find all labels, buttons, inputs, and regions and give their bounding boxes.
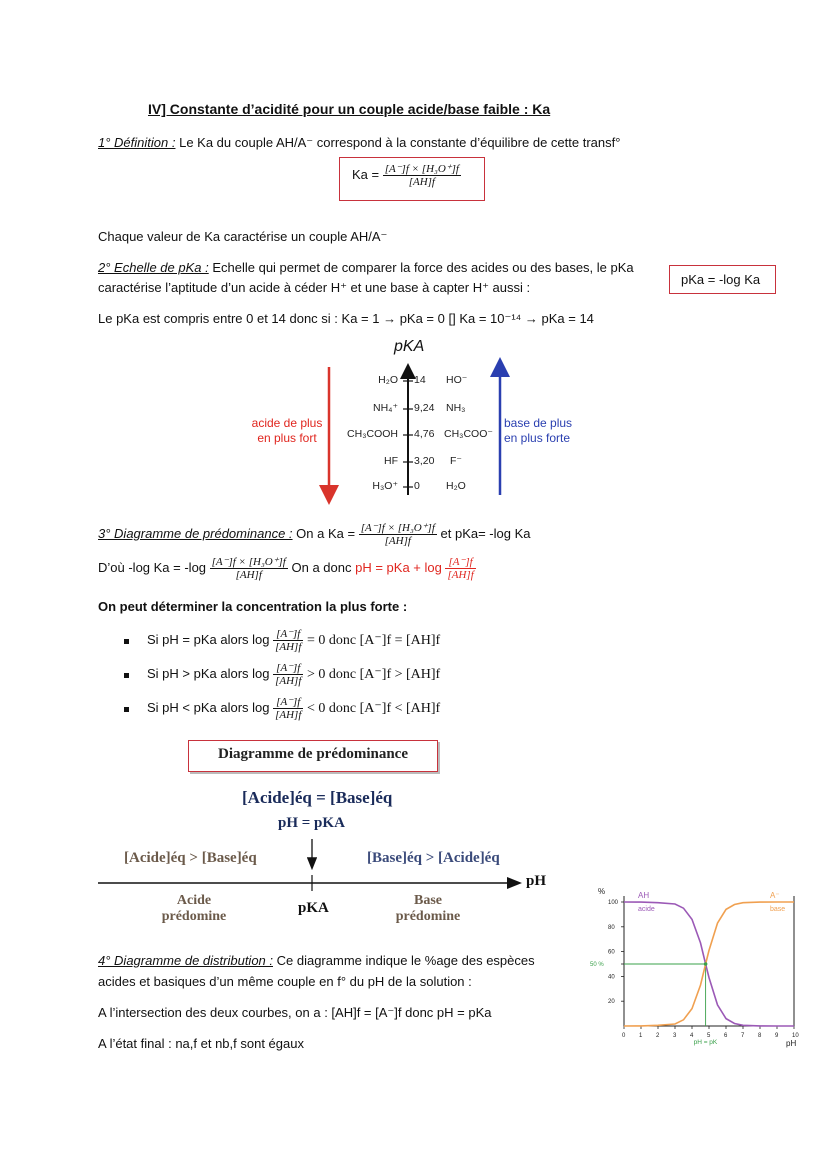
bullet-frac-den: [AH]f: [275, 675, 302, 687]
scale-heading: 2° Echelle de pKa :: [98, 260, 209, 275]
x-tick-label: 0: [622, 1033, 626, 1039]
predom-base-zone: [388, 893, 468, 925]
distribution-heading: 4° Diagramme de distribution :: [98, 953, 273, 968]
x-tick-label: 4: [690, 1033, 694, 1039]
pka-row-base: NH₃: [446, 402, 466, 414]
predom-eq-top: [Acide]éq = [Base]éq: [242, 788, 393, 807]
y-tick-label: 100: [608, 900, 619, 906]
predom-red-den: [AH]f: [447, 569, 474, 581]
pka-row-base: HO⁻: [446, 374, 468, 386]
predom-line1-b: et pKa= -log Ka: [440, 525, 531, 541]
pka-label: pH = pK: [693, 1039, 718, 1046]
predom-acid-zone-1: Acide: [176, 893, 212, 908]
predom-bullet: [147, 696, 440, 721]
intersection-point: [704, 962, 708, 966]
series-name-label: AH: [638, 891, 650, 900]
bullet-frac-num: [A⁻]f: [273, 628, 303, 641]
pka-row-base: H₂O: [446, 480, 466, 492]
definition-text: Le Ka du couple AH/A⁻ correspond à la constante d’équilibre de cette transf°: [179, 135, 621, 150]
distribution-chart: [588, 880, 803, 1050]
acid-strength-label-1: acide de plus: [251, 416, 323, 430]
predom-acid-zone: [154, 893, 234, 925]
predom-bullet: [147, 628, 440, 653]
predom-red-num: [A⁻]f: [445, 556, 475, 569]
predom-eq-ph: pH = pKA: [278, 815, 345, 831]
pka-row-base: CH₃COO⁻: [444, 428, 493, 440]
predom-acid-zone-2: prédomine: [161, 909, 227, 924]
predom-frac-den: [AH]f: [384, 535, 411, 547]
predom-line-2: [98, 556, 476, 581]
predom-base-zone-2: prédomine: [395, 909, 461, 924]
distribution-final: A l’état final : na,f et nb,f sont égaux: [98, 1036, 304, 1051]
definition-heading: 1° Définition :: [98, 135, 176, 150]
predom-line2-a: D’où -log Ka = -log: [98, 559, 207, 575]
pka-row-acid: H₂O: [378, 374, 398, 386]
bullet-post: = 0 donc [A⁻]f = [AH]f: [307, 632, 441, 648]
predom-line2-frac-num: [A⁻]f × [H₃O⁺]f: [211, 556, 286, 568]
pka-row-value: 9,24: [414, 402, 435, 414]
x-axis-label: pH: [786, 1039, 797, 1048]
distribution-text-1: Ce diagramme indique le %age des espèces: [276, 953, 535, 968]
definition-line: [98, 135, 620, 151]
base-strength-label-2: en plus forte: [504, 431, 571, 445]
bullet-frac-num: [A⁻]f: [273, 696, 303, 709]
bullet-pre: Si pH > pKa alors log: [147, 665, 270, 681]
x-tick-label: 10: [792, 1033, 799, 1039]
pka-row-acid: CH₃COOH: [347, 428, 398, 440]
x-tick-label: 3: [673, 1033, 677, 1039]
section-title: IV] Constante d’acidité pour un couple acide/base faible : Ka: [148, 101, 551, 117]
predom-heading: 3° Diagramme de prédominance :: [98, 525, 293, 541]
couple-text: Chaque valeur de Ka caractérise un couple AH/A⁻: [98, 229, 388, 244]
x-tick-label: 2: [656, 1033, 660, 1039]
series-sub-label: base: [770, 906, 786, 913]
pka-row-value: 3,20: [414, 455, 435, 467]
pka-row-acid: H₃O⁺: [372, 480, 398, 492]
bullet-marker: [124, 673, 129, 678]
base-strength-label-1: base de plus: [504, 416, 573, 430]
predom-bullet: [147, 662, 440, 687]
x-tick-label: 1: [639, 1033, 643, 1039]
pka-row-base: F⁻: [450, 455, 462, 467]
x-tick-label: 6: [724, 1033, 728, 1039]
predom-right-relation: [Base]éq > [Acide]éq: [367, 850, 500, 866]
pka-axis-label: pKA: [394, 338, 425, 355]
predom-line-1: [98, 522, 531, 547]
bullet-post: < 0 donc [A⁻]f < [AH]f: [307, 700, 441, 716]
predom-line2-b: On a donc: [291, 559, 352, 575]
bullet-pre: Si pH = pKa alors log: [147, 631, 270, 647]
y-tick-label: 60: [608, 949, 615, 956]
pka-range-text: Le pKa est compris entre 0 et 14 donc si : Ka = 1 → pKa = 0 [] Ka = 10⁻¹⁴ → pKa = 14: [98, 311, 594, 326]
y-tick-label: 80: [608, 924, 615, 931]
pka-row-value: 0: [414, 480, 420, 492]
series-sub-label: acide: [638, 906, 655, 913]
x-tick-label: 5: [707, 1033, 711, 1039]
pka-row-acid: NH₄⁺: [373, 402, 398, 414]
scale-line-1: [98, 260, 634, 275]
predom-axis-label: pH: [526, 873, 547, 889]
y-axis-label: %: [598, 887, 606, 896]
acid-strength-label: [247, 416, 327, 446]
bullet-marker: [124, 707, 129, 712]
bullet-frac-den: [AH]f: [275, 709, 302, 721]
series-name-label: A⁻: [770, 891, 780, 900]
predom-line2-frac-den: [AH]f: [235, 569, 262, 581]
bullet-frac-num: [A⁻]f: [273, 662, 303, 675]
predom-line1-a: On a Ka =: [296, 525, 356, 541]
x-tick-label: 7: [741, 1033, 745, 1039]
pka-box-text: pKa = -log Ka: [681, 272, 761, 287]
x-tick-label: 8: [758, 1033, 762, 1039]
bullet-post: > 0 donc [A⁻]f > [AH]f: [307, 666, 441, 682]
pka-row-acid: HF: [384, 455, 398, 467]
ka-formula-numerator: [A⁻]f × [H₃O⁺]f: [384, 163, 459, 175]
predom-left-relation: [Acide]éq > [Base]éq: [124, 850, 257, 866]
pka-row-value: 4,76: [414, 428, 435, 440]
predom-diagram-title: Diagramme de prédominance: [218, 746, 408, 762]
predom-pka-label: pKA: [298, 900, 329, 916]
distribution-intersection: A l’intersection des deux courbes, on a : [AH]f = [A⁻]f donc pH = pKa: [98, 1005, 492, 1020]
predom-frac-num: [A⁻]f × [H₃O⁺]f: [360, 522, 435, 534]
base-strength-label: [504, 416, 572, 446]
predom-red-formula: pH = pKa + log: [355, 559, 442, 575]
predom-base-zone-1: Base: [414, 893, 442, 908]
y-tick-label: 40: [608, 974, 615, 981]
ka-formula: [352, 163, 461, 188]
bullet-frac-den: [AH]f: [275, 641, 302, 653]
predom-bold-line: On peut déterminer la concentration la plus forte :: [98, 599, 408, 614]
bullet-pre: Si pH < pKa alors log: [147, 699, 270, 715]
x-tick-label: 9: [775, 1033, 779, 1039]
ka-formula-denominator: [AH]f: [408, 176, 435, 188]
bullet-marker: [124, 639, 129, 644]
distribution-line-1: [98, 953, 535, 968]
distribution-text-2: acides et basiques d’un même couple en f° du pH de la solution :: [98, 974, 472, 989]
acid-strength-label-2: en plus fort: [257, 431, 317, 445]
ka-formula-lhs: Ka =: [352, 166, 380, 182]
predom-axis-svg: [96, 835, 536, 895]
pka-row-value: 14: [414, 374, 426, 386]
scale-text-2: caractérise l’aptitude d’un acide à céder H⁺ et une base à capter H⁺ aussi :: [98, 280, 531, 295]
half-label: 50 %: [590, 962, 604, 968]
scale-text-1: Echelle qui permet de comparer la force des acides ou des bases, le pKa: [212, 260, 634, 275]
y-tick-label: 20: [608, 999, 615, 1006]
